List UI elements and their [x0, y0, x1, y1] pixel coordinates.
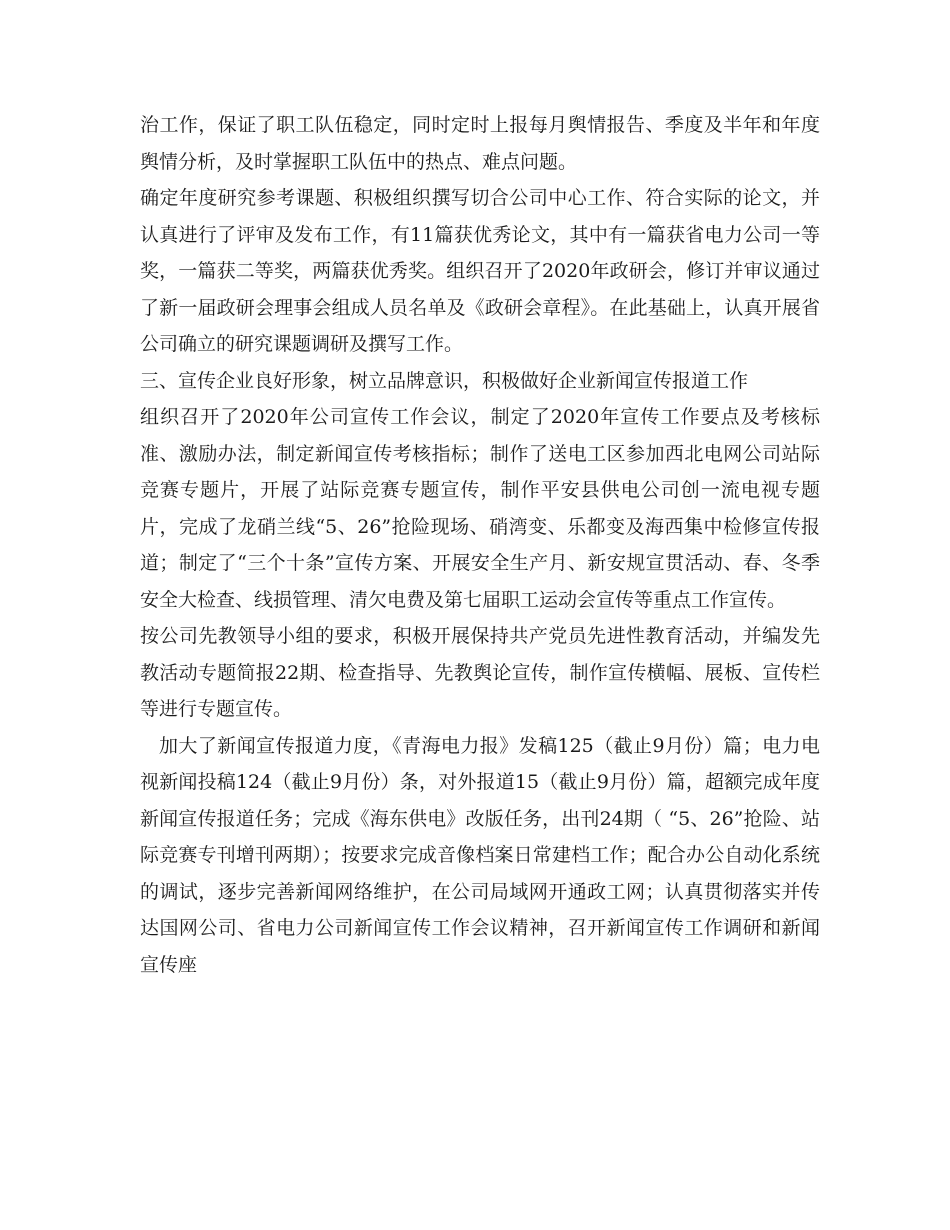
- document-body: [140, 107, 820, 983]
- paragraph-research-papers: 确定年度研究参考课题、积极组织撰写切合公司中心工作、符合实际的论文，并认真进行了评审及发布工作，有11篇获优秀论文，其中有一篇获省电力公司一等奖，一篇获二等奖，两篇获优秀奖。组织召开了2020年政研会，修订并审议通过了新一届政研会理事会组成人员名单及《政研会章程》。在此基础上，认真开展省公司确立的研究课题调研及撰写工作。: [140, 187, 820, 355]
- paragraph-public-opinion-work: 治工作，保证了职工队伍稳定，同时定时上报每月舆情报告、季度及半年和年度舆情分析，及时掌握职工队伍中的热点、难点问题。: [140, 114, 820, 173]
- section-heading-publicity: 三、宣传企业良好形象，树立品牌意识，积极做好企业新闻宣传报道工作: [140, 369, 749, 392]
- paragraph-news-reporting: 加大了新闻宣传报道力度，《青海电力报》发稿125（截止9月份）篇；电力电视新闻投稿124（截止9月份）条，对外报道15（截止9月份）篇，超额完成年度新闻宣传报道任务；完成《海东供电》改版任务，出刊24期（ “5、26”抢险、站际竞赛专刊增刊两期）；按要求完成音像档案日常建档工作；配合办公自动化系统的调试，逐步完善新闻网络维护，在公司局域网开通政工网；认真贯彻落实并传达国网公司、省电力公司新闻宣传工作会议精神，召开新闻宣传工作调研和新闻宣传座: [140, 734, 820, 976]
- paragraph-publicity-meeting: 组织召开了2020年公司宣传工作会议，制定了2020年宣传工作要点及考核标准、激励办法，制定新闻宣传考核指标；制作了送电工区参加西北电网公司站际竞赛专题片，开展了站际竞赛专题宣传，制作平安县供电公司创一流电视专题片，完成了龙硝兰线“5、26”抢险现场、硝湾变、乐都变及海西集中检修宣传报道；制定了“三个十条”宣传方案、开展安全生产月、新安规宣贯活动、春、冬季安全大检查、线损管理、清欠电费及第七届职工运动会宣传等重点工作宣传。: [140, 406, 820, 611]
- paragraph-advanced-education: 按公司先教领导小组的要求，积极开展保持共产党员先进性教育活动，并编发先教活动专题简报22期、检查指导、先教舆论宣传，制作宣传横幅、展板、宣传栏等进行专题宣传。: [140, 625, 820, 720]
